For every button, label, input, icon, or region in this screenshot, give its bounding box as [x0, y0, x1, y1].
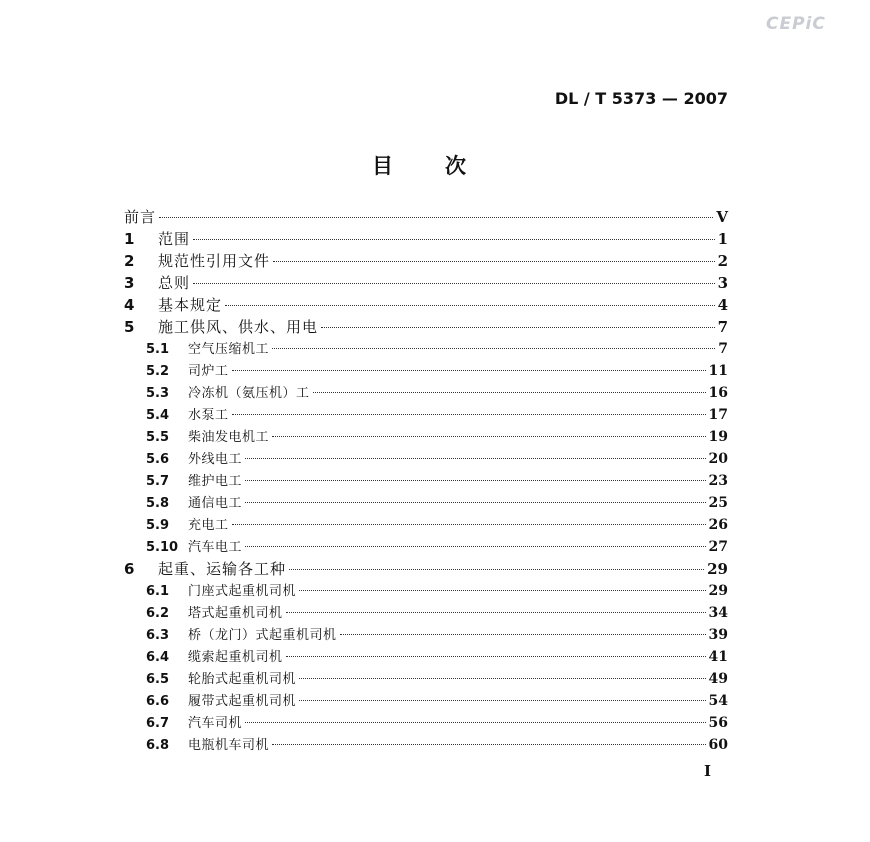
toc-entry-page: 19 — [708, 429, 728, 445]
toc-entry-page: 26 — [708, 517, 728, 533]
toc-entry-label: 起重、运输各工种 — [158, 560, 287, 578]
toc-entry-page: 7 — [718, 341, 728, 357]
page-number: I — [704, 762, 712, 780]
toc-entry-page: 11 — [708, 363, 728, 379]
toc-entry[interactable] — [124, 448, 728, 470]
toc-entry-page: 3 — [717, 274, 728, 292]
toc-entry-number: 5.7 — [146, 474, 170, 489]
toc-entry[interactable] — [124, 536, 728, 558]
dot-leader — [272, 348, 715, 349]
dot-leader — [273, 261, 715, 262]
toc-entry-number: 6.3 — [146, 628, 170, 643]
dot-leader — [286, 656, 706, 657]
toc-entry-label: 司炉工 — [188, 364, 229, 379]
dot-leader — [225, 305, 715, 306]
toc-entry-label: 冷冻机（氨压机）工 — [188, 386, 310, 401]
toc-entry-number: 5.3 — [146, 386, 170, 401]
toc-entry-label: 规范性引用文件 — [158, 252, 271, 270]
toc-entry[interactable] — [124, 492, 728, 514]
toc-entry-page: 29 — [708, 583, 728, 599]
toc-entry-label: 电瓶机车司机 — [188, 738, 270, 753]
toc-entry-label: 范围 — [158, 230, 191, 248]
toc-entry-label: 轮胎式起重机司机 — [188, 672, 297, 687]
dot-leader — [245, 546, 706, 547]
dot-leader — [245, 502, 706, 503]
toc-entry-label: 维护电工 — [188, 474, 243, 489]
toc-entry-number: 6.5 — [146, 672, 170, 687]
toc-entry[interactable] — [124, 206, 728, 228]
toc-entry-page: 23 — [708, 473, 728, 489]
toc-entry-number: 5.4 — [146, 408, 170, 423]
toc-entry-page: 34 — [708, 605, 728, 621]
toc-entry-label: 空气压缩机工 — [188, 342, 270, 357]
dot-leader — [272, 436, 706, 437]
toc-entry-number: 5.5 — [146, 430, 170, 445]
dot-leader — [299, 678, 706, 679]
dot-leader — [286, 612, 706, 613]
toc-entry-label: 前言 — [124, 208, 157, 226]
dot-leader — [232, 414, 706, 415]
toc-entry-page: 49 — [708, 671, 728, 687]
toc-entry-number: 5.9 — [146, 518, 170, 533]
dot-leader — [245, 480, 706, 481]
toc-entry[interactable] — [124, 272, 728, 294]
toc-entry-number: 5 — [124, 318, 135, 336]
toc-entry-label: 总则 — [158, 274, 191, 292]
toc-entry-page: 17 — [708, 407, 728, 423]
toc-entry-number: 5.6 — [146, 452, 170, 467]
toc-entry-page: 20 — [708, 451, 728, 467]
table-of-contents — [124, 206, 728, 756]
toc-entry[interactable] — [124, 514, 728, 536]
dot-leader — [232, 524, 706, 525]
toc-entry-page: 29 — [707, 560, 728, 578]
toc-entry-label: 充电工 — [188, 518, 229, 533]
toc-entry[interactable] — [124, 316, 728, 338]
cepic-logo: CEPiC — [766, 14, 826, 34]
toc-entry-page: 54 — [708, 693, 728, 709]
toc-entry-number: 2 — [124, 252, 135, 270]
toc-entry-label: 汽车司机 — [188, 716, 243, 731]
toc-entry-number: 4 — [124, 296, 135, 314]
dot-leader — [289, 569, 704, 570]
toc-entry-page: 39 — [708, 627, 728, 643]
toc-entry[interactable] — [124, 734, 728, 756]
dot-leader — [193, 239, 715, 240]
toc-entry-page: 25 — [708, 495, 728, 511]
dot-leader — [340, 634, 706, 635]
toc-entry-number: 6.8 — [146, 738, 170, 753]
toc-entry-page: 16 — [708, 385, 728, 401]
dot-leader — [321, 327, 715, 328]
toc-entry[interactable] — [124, 426, 728, 448]
toc-entry[interactable] — [124, 580, 728, 602]
dot-leader — [313, 392, 706, 393]
toc-entry[interactable] — [124, 646, 728, 668]
toc-entry-number: 6.7 — [146, 716, 170, 731]
toc-entry-number: 5.8 — [146, 496, 170, 511]
toc-entry-label: 塔式起重机司机 — [188, 606, 283, 621]
toc-entry-label: 外线电工 — [188, 452, 243, 467]
toc-entry[interactable] — [124, 294, 728, 316]
toc-entry-page: 56 — [708, 715, 728, 731]
toc-entry-label: 施工供风、供水、用电 — [158, 318, 319, 336]
toc-entry-page: 41 — [708, 649, 728, 665]
toc-entry-page: 4 — [717, 296, 728, 314]
toc-entry-number: 6.4 — [146, 650, 170, 665]
toc-entry-label: 基本规定 — [158, 296, 223, 314]
toc-entry-number: 5.10 — [146, 540, 179, 555]
toc-entry-page: 27 — [708, 539, 728, 555]
toc-entry-label: 汽车电工 — [188, 540, 243, 555]
toc-entry[interactable] — [124, 712, 728, 734]
toc-entry-number: 6.1 — [146, 584, 170, 599]
dot-leader — [272, 744, 706, 745]
toc-entry[interactable] — [124, 382, 728, 404]
toc-entry-number: 1 — [124, 230, 135, 248]
dot-leader — [299, 700, 706, 701]
document-code: DL / T 5373 — 2007 — [554, 89, 728, 108]
toc-entry-page: 7 — [717, 318, 728, 336]
toc-entry-label: 履带式起重机司机 — [188, 694, 297, 709]
dot-leader — [245, 458, 706, 459]
toc-entry[interactable] — [124, 404, 728, 426]
toc-entry[interactable] — [124, 624, 728, 646]
toc-entry-label: 门座式起重机司机 — [188, 584, 297, 599]
toc-entry-page: V — [716, 208, 728, 226]
toc-entry[interactable] — [124, 250, 728, 272]
toc-entry[interactable] — [124, 690, 728, 712]
toc-title: 目次 — [372, 154, 518, 178]
toc-entry-label: 桥（龙门）式起重机司机 — [188, 628, 337, 643]
toc-entry-number: 6.6 — [146, 694, 170, 709]
toc-entry[interactable] — [124, 228, 728, 250]
toc-entry-number: 5.2 — [146, 364, 170, 379]
toc-entry-label: 柴油发电机工 — [188, 430, 270, 445]
toc-entry-page: 2 — [717, 252, 728, 270]
dot-leader — [299, 590, 706, 591]
toc-entry[interactable] — [124, 602, 728, 624]
dot-leader — [159, 217, 713, 218]
toc-entry-number: 5.1 — [146, 342, 170, 357]
toc-entry[interactable] — [124, 668, 728, 690]
toc-entry[interactable] — [124, 338, 728, 360]
dot-leader — [245, 722, 706, 723]
dot-leader — [232, 370, 706, 371]
toc-entry-label: 水泵工 — [188, 408, 229, 423]
toc-entry[interactable] — [124, 470, 728, 492]
dot-leader — [193, 283, 715, 284]
toc-entry-number: 6 — [124, 560, 135, 578]
toc-entry-page: 1 — [717, 230, 728, 248]
toc-entry-page: 60 — [708, 737, 728, 753]
toc-entry-label: 缆索起重机司机 — [188, 650, 283, 665]
toc-entry[interactable] — [124, 360, 728, 382]
toc-entry-label: 通信电工 — [188, 496, 243, 511]
toc-entry-number: 3 — [124, 274, 135, 292]
toc-entry[interactable] — [124, 558, 728, 580]
toc-entry-number: 6.2 — [146, 606, 170, 621]
